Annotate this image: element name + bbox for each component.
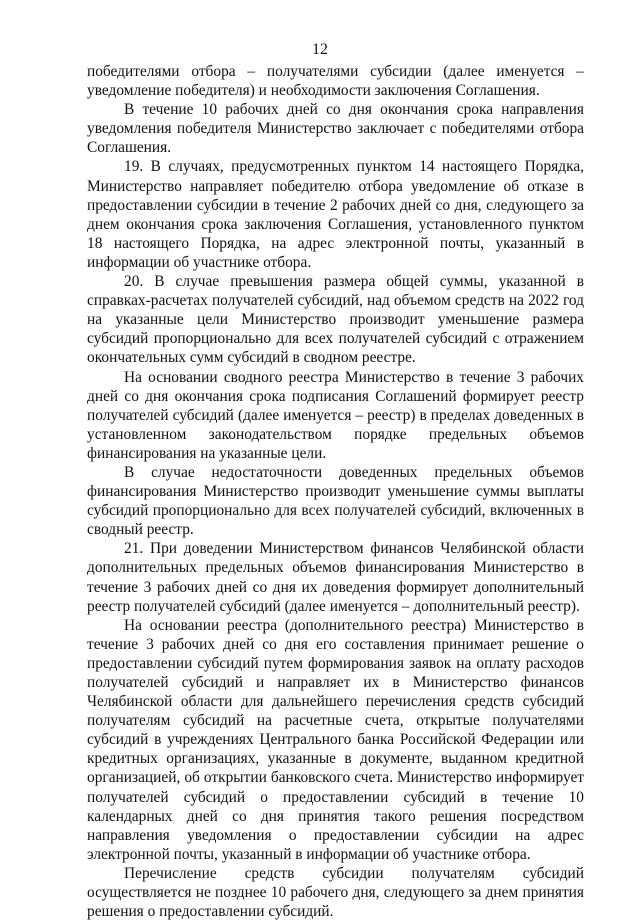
- paragraph-continuation: победителями отбора – получателями субсидии (далее именуется – уведомление победителя) и необходимости заключения Соглашения.: [87, 63, 584, 100]
- paragraph-item-20: 20. В случае превышения размера общей суммы, указанной в справках-расчетах получателей субсидий, над объемом средств на 2022 год на указанные цели Министерство производит уменьшение размера субсидий пропорционально для всех получателей субсидий с отражением окончательных сумм субсидий в сводном реестре.: [87, 273, 584, 367]
- paragraph: На основании сводного реестра Министерство в течение 3 рабочих дней со дня окончания срока подписания Соглашений формирует реестр получателей субсидий (далее именуется – реестр) в пределах доведенных в установленном законодательством порядке предельных объемов финансирования на указанные цели.: [87, 368, 584, 462]
- page-number: 12: [312, 41, 328, 58]
- paragraph: На основании реестра (дополнительного реестра) Министерство в течение 3 рабочих дней со дня его составления принимает решение о предоставлении субсидий путем формирования заявок на оплату расходов получателей субсидий и направляет их в Министерство финансов Челябинской области для дальнейшего перечисления средств субсидий получателям субсидий на расчетные счета, открытые получателями субсидий в учреждениях Центрального банка Российской Федерации или кредитных организациях, указанные в документе, выданном кредитной организацией, об открытии банковского счета. Министерство информирует получателей субсидий о предоставлении субсидий в течение 10 календарных дней со дня принятия такого решения посредством направления уведомления о предоставлении субсидии на адрес электронной почты, указанный в информации об участнике отбора.: [87, 616, 584, 863]
- paragraph: В случае недостаточности доведенных предельных объемов финансирования Министерство производит уменьшение суммы выплаты субсидий пропорционально для всех получателей субсидий, включенных в сводный реестр.: [87, 463, 584, 539]
- paragraph: Перечисление средств субсидии получателям субсидий осуществляется не позднее 10 рабочего дня, следующего за днем принятия решения о предоставлении субсидий.: [87, 864, 584, 921]
- document-body: [87, 62, 584, 921]
- paragraph-item-21: 21. При доведении Министерством финансов Челябинской области дополнительных предельных объемов финансирования Министерство в течение 3 рабочих дней со дня их доведения формирует дополнительный реестр получателей субсидий (далее именуется – дополнительный реестр).: [87, 540, 584, 615]
- paragraph: В течение 10 рабочих дней со дня окончания срока направления уведомления победителя Министерство заключает с победителями отбора Соглашения.: [87, 101, 584, 157]
- paragraph-item-19: 19. В случаях, предусмотренных пунктом 14 настоящего Порядка, Министерство направляет победителю отбора уведомление об отказе в предоставлении субсидии в течение 2 рабочих дней со дня, следующего за днем окончания срока заключения Соглашения, установленного пунктом 18 настоящего Порядка, на адрес электронной почты, указанный в информации об участнике отбора.: [87, 158, 584, 271]
